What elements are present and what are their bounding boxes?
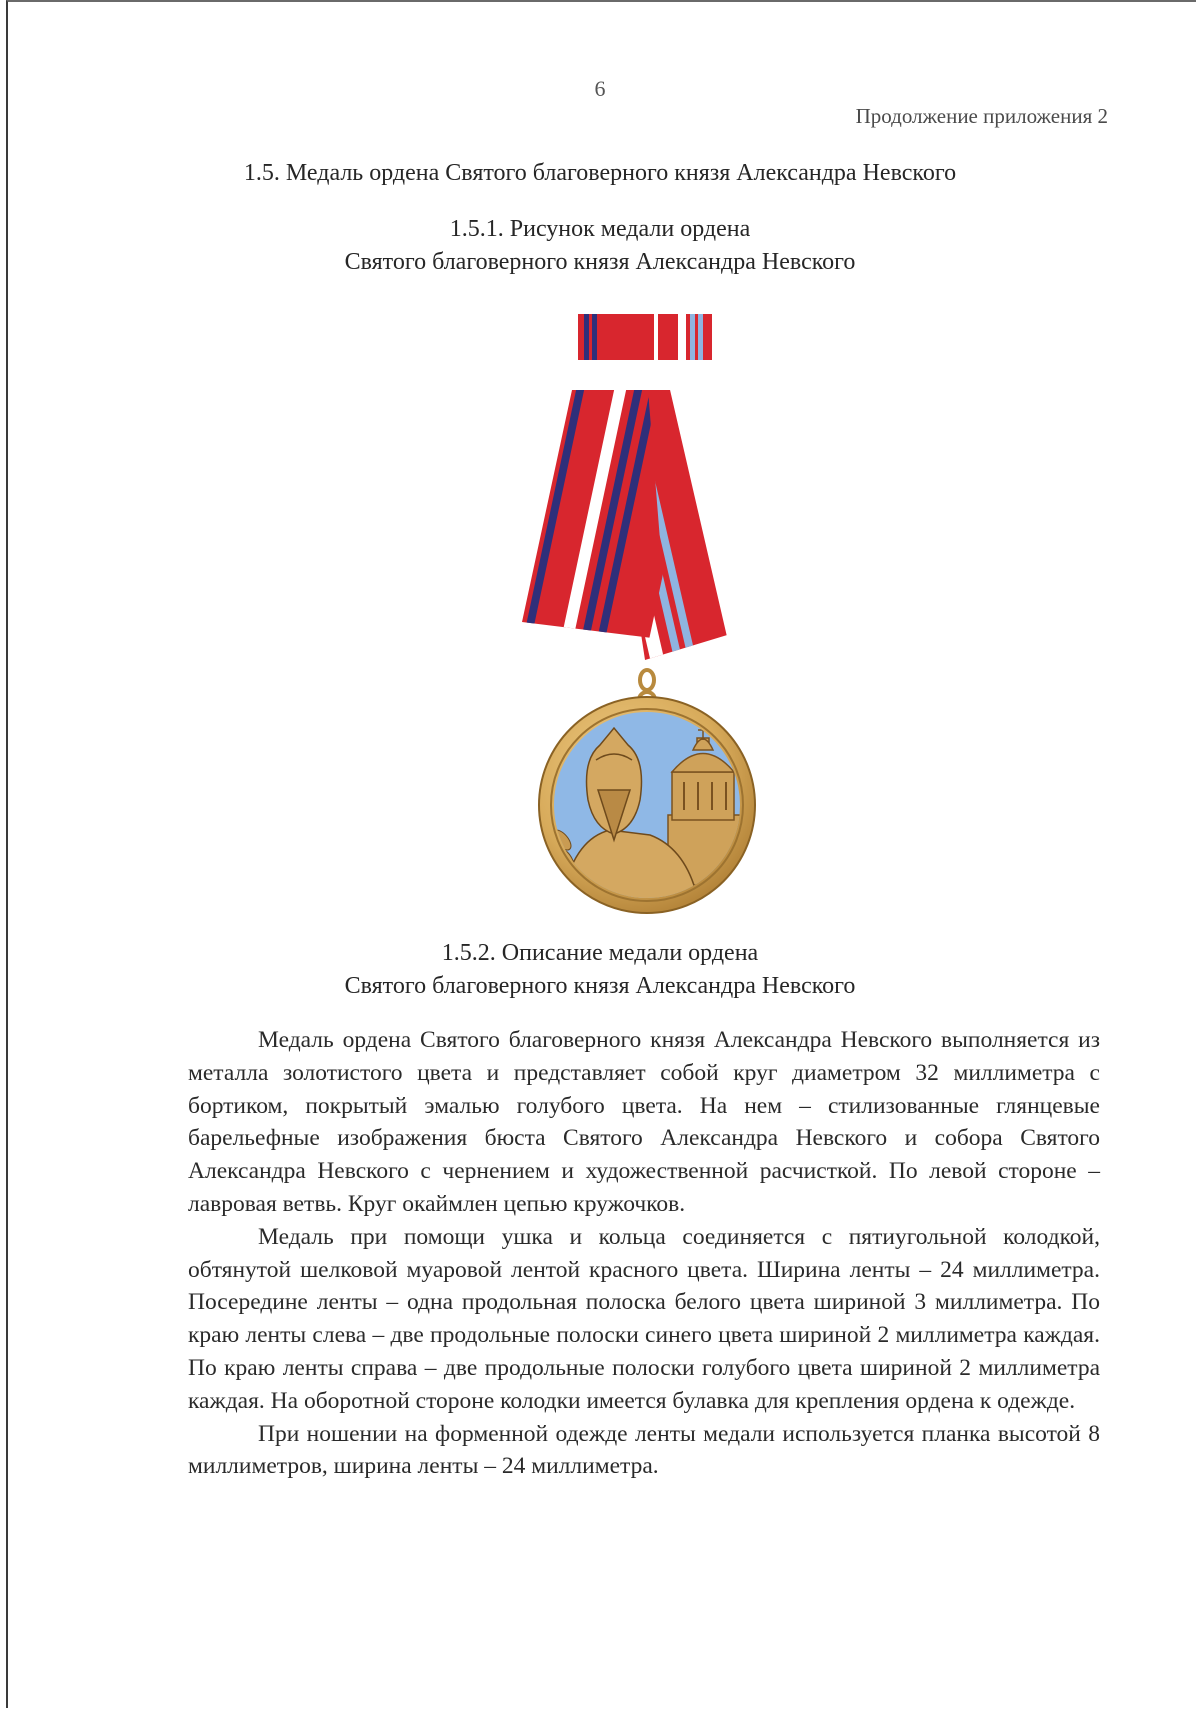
description-paragraph: Медаль при помощи ушка и кольца соединяется с пятиугольной колодкой, обтянутой шелковой муаровой лентой красного цвета. Ширина ленты – 24 миллиметра. Посередине ленты – одна продольная полоска белого цвета шириной 3 миллиметра. По краю ленты слева – две продольные полоски синего цвета шириной 2 миллиметра каждая. По краю ленты справа – две продольные полоски голубого цвета шириной 2 миллиметра каждая. На оборотной стороне колодки имеется булавка для крепления ордена к одежде.: [188, 1223, 1100, 1414]
medal-disc: [539, 697, 776, 913]
description-heading-line-1: 1.5.2. Описание медали ордена: [441, 940, 759, 966]
ribbon-bar: [578, 314, 712, 360]
page-number: 6: [594, 76, 606, 101]
description-heading-line-2: Святого благоверного князя Александра Невского: [344, 973, 856, 999]
description-paragraph: Медаль ордена Святого благоверного князя Александра Невского выполняется из металла золотистого цвета и представляет собой круг диаметром 32 миллиметра с бортиком, покрытый эмалью голубого цвета. На нем – стилизованные глянцевые барельефные изображения бюста Святого Александра Невского и собора Святого Александра Невского с чернением и художественной расчисткой. По левой стороне – лавровая ветвь. Круг окаймлен цепью кружочков.: [188, 1027, 1100, 1217]
appendix-continuation-label: Продолжение приложения 2: [855, 104, 1108, 128]
figure-caption-line-1: 1.5.1. Рисунок медали ордена: [449, 216, 751, 242]
description-body: [188, 1024, 1100, 1483]
figure-caption-line-2: Святого благоверного князя Александра Невского: [344, 249, 856, 275]
section-title: 1.5. Медаль ордена Святого благоверного князя Александра Невского: [243, 160, 957, 186]
description-paragraph: При ношении на форменной одежде ленты медали используется планка высотой 8 миллиметров, ширина ленты – 24 миллиметра.: [188, 1420, 1100, 1480]
